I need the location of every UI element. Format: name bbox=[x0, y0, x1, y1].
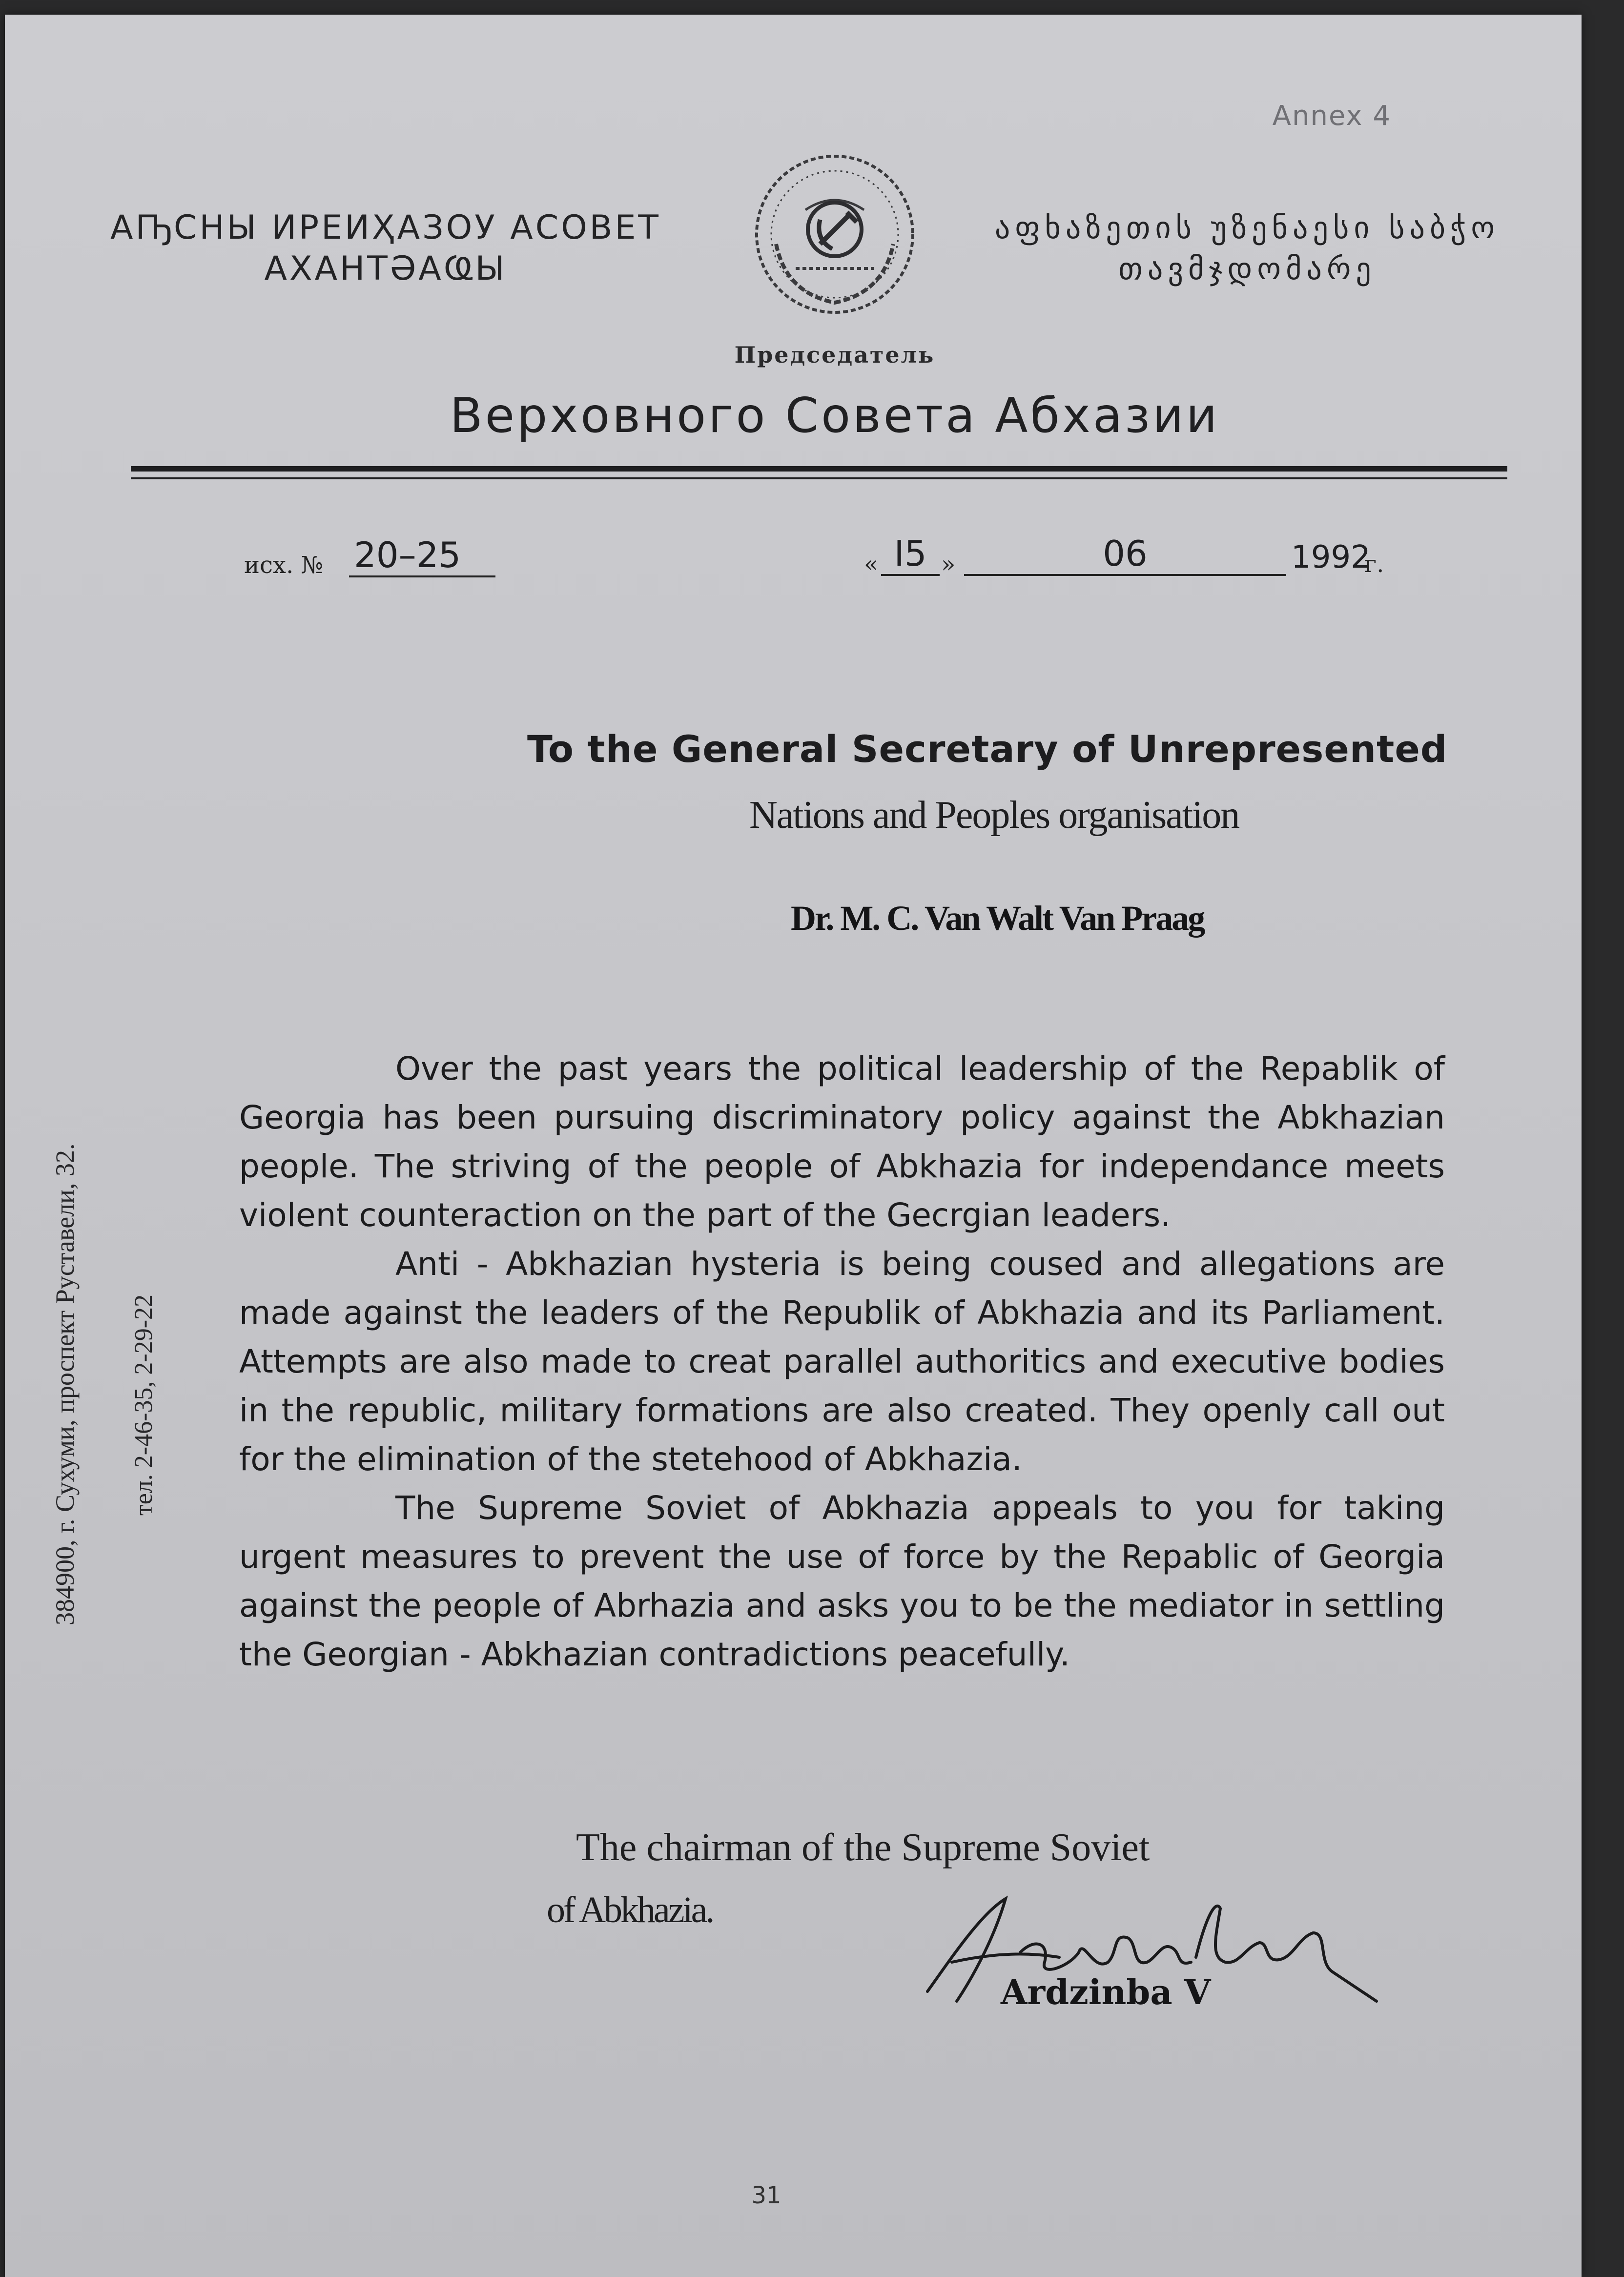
header-georgian-line2: თავმჯდომარე bbox=[1118, 251, 1376, 287]
soviet-emblem-icon bbox=[747, 146, 923, 322]
closing-line2: of Abkhazia. bbox=[547, 1889, 713, 1930]
closing-line1: The chairman of the Supreme Soviet bbox=[576, 1826, 1150, 1869]
signer-name: Ardzinba V bbox=[1001, 1972, 1211, 2012]
date-day: I5 bbox=[881, 533, 940, 576]
header-subtitle: Председатель bbox=[734, 342, 935, 368]
date-close-quote: » bbox=[941, 551, 956, 578]
recipient-line1: To the General Secretary of Unrepresented bbox=[527, 727, 1448, 771]
header-rule-thick bbox=[131, 466, 1507, 472]
header-title: Верховного Совета Абхазии bbox=[450, 388, 1220, 444]
header-georgian-line1: აფხაზეთის უზენაესი საბჭო bbox=[994, 210, 1500, 246]
date-month: 06 bbox=[964, 533, 1286, 576]
header-abkhaz-line1: АҦСНЫ ИРЕИҲАЗОУ АСОВЕТ bbox=[110, 208, 661, 247]
recipient-line2: Nations and Peoples organisation bbox=[749, 794, 1239, 837]
sidebar-phones: тел. 2-46-35, 2-29-22 bbox=[130, 1294, 158, 1516]
header-abkhaz-line2: АХАНТӘАҨЫ bbox=[264, 249, 507, 288]
reference-number: 20–25 bbox=[349, 534, 495, 577]
header-abkhaz bbox=[83, 207, 688, 289]
body-paragraph-2: Anti - Abkhazian hysteria is being coused and allegations are made against the leaders of the Republik of Abkhazia and its Parliament. Attempts are also made to creat parallel authoritics and executive bodies in the republic, military formations are also created. They openly call out for the elimination of the stetehood of Abkhazia. bbox=[239, 1245, 1445, 1478]
body-paragraph-1: Over the past years the political leadership of the Repablik of Georgia has been pursuing discriminatory policy against the Abkhazian people. The striving of the people of Abkhazia for independance meets violent counteraction on the part of the Gecrgian leaders. bbox=[239, 1050, 1445, 1234]
date-open-quote: « bbox=[864, 551, 879, 578]
sidebar-address: 384900, г. Сухуми, проспект Руставели, 32. bbox=[50, 1143, 80, 1625]
recipient-name: Dr. M. C. Van Walt Van Praag bbox=[791, 899, 1204, 938]
reference-label: исх. № bbox=[244, 552, 323, 579]
page-number: 31 bbox=[751, 2182, 781, 2209]
body-paragraph-3: The Supreme Soviet of Abkhazia appeals to you for taking urgent measures to prevent the use of force by the Repablic of Georgia against the people of Abrhazia and asks you to be the mediator in settling the Georgian - Abkhazian contradictions peacefully. bbox=[239, 1489, 1445, 1673]
header-georgian bbox=[947, 207, 1547, 289]
letter-page bbox=[5, 15, 1582, 2277]
date-year-suffix: г. bbox=[1364, 551, 1384, 578]
header-rule-thin bbox=[131, 477, 1507, 479]
annex-label: Annex 4 bbox=[1272, 100, 1391, 132]
letter-body bbox=[239, 1045, 1445, 1679]
date-year: 1992 bbox=[1291, 539, 1371, 575]
